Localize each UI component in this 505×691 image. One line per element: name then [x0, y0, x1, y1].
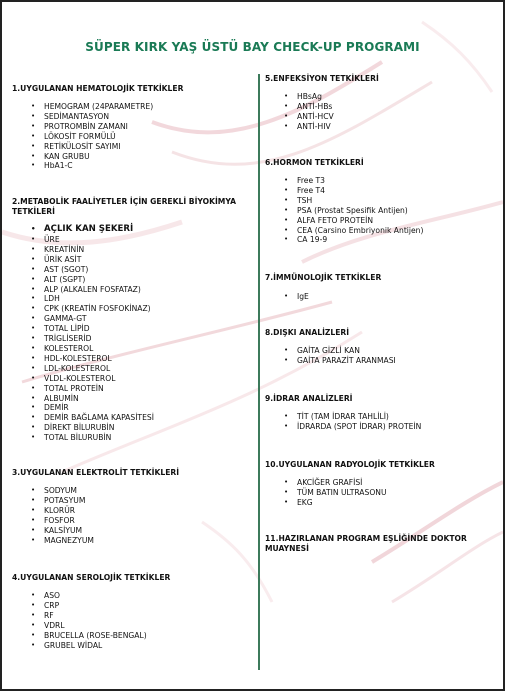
list-item: • GAİTA GİZLİ KAN [284, 346, 495, 356]
list-item: • ALBUMİN [31, 394, 252, 404]
list-item: • KREATİNİN [31, 245, 252, 255]
list-item: • CEA (Carsino Embriyonik Antijen) [284, 226, 495, 236]
list-item: • LÖKOSİT FORMÜLÜ [31, 132, 252, 142]
list-item: • RETİKÜLOSİT SAYIMI [31, 142, 252, 152]
list-item: • SODYUM [31, 486, 252, 496]
test-list [12, 486, 252, 545]
section-biochemistry [12, 197, 252, 443]
list-item: • KAN GRUBU [31, 152, 252, 162]
list-item: • CPK (KREATİN FOSFOKİNAZ) [31, 304, 252, 314]
list-item: • GRUBEL WİDAL [31, 641, 252, 651]
list-item: • GAMMA-GT [31, 314, 252, 324]
list-item: • IgE [284, 292, 495, 302]
list-item: • FOSFOR [31, 516, 252, 526]
test-list [265, 292, 495, 302]
list-item: • GAİTA PARAZİT ARANMASI [284, 356, 495, 366]
list-item: • ALT (SGPT) [31, 275, 252, 285]
section-heading: 5.ENFEKSİYON TETKİKLERİ [265, 74, 379, 83]
list-item: • CRP [31, 601, 252, 611]
section-heading: 11.HAZIRLANAN PROGRAM EŞLİĞİNDE DOKTOR MUAYNESİ [265, 534, 467, 553]
list-item: • KOLESTEROL [31, 344, 252, 354]
list-item: • HbA1-C [31, 161, 252, 171]
list-item: • ANTİ-HIV [284, 122, 495, 132]
list-item: • PROTROMBİN ZAMANI [31, 122, 252, 132]
list-item: • ANTİ-HCV [284, 112, 495, 122]
section-heading: 2.METABOLİK FAALİYETLER İÇİN GEREKLİ BİYOKİMYA TETKİLERİ [12, 197, 237, 216]
test-list [265, 346, 495, 366]
list-item: • ANTİ-HBs [284, 102, 495, 112]
list-item: • Free T3 [284, 176, 495, 186]
list-item: • KALSİYUM [31, 526, 252, 536]
list-item: • AST (SGOT) [31, 265, 252, 275]
section-heading: 9.İDRAR ANALİZLERİ [265, 394, 353, 403]
list-item: • TİT (TAM İDRAR TAHLİLİ) [284, 412, 495, 422]
list-item: • Free T4 [284, 186, 495, 196]
list-item: • HBsAg [284, 92, 495, 102]
list-item: • DEMİR [31, 403, 252, 413]
section-electrolytes [12, 468, 252, 545]
test-list [265, 478, 495, 508]
section-doctor-exam [265, 534, 495, 554]
section-hormone [265, 158, 495, 245]
list-item: • HDL-KOLESTEROL [31, 354, 252, 364]
list-item: • CA 19-9 [284, 235, 495, 245]
list-item: • ALP (ALKALEN FOSFATAZ) [31, 285, 252, 295]
list-item: • AÇLIK KAN ŞEKERİ [31, 224, 252, 235]
list-item: • TÜM BATIN ULTRASONU [284, 488, 495, 498]
list-item: • POTASYUM [31, 496, 252, 506]
test-list [12, 591, 252, 650]
section-heading: 10.UYGULANAN RADYOLOJİK TETKİKLER [265, 460, 435, 469]
column-divider [258, 74, 260, 670]
list-item: • AKCİĞER GRAFİSİ [284, 478, 495, 488]
list-item: • TRİGLİSERİD [31, 334, 252, 344]
list-item: • ÜRE [31, 235, 252, 245]
list-item: • ÜRİK ASİT [31, 255, 252, 265]
section-radiology [265, 460, 495, 508]
section-heading: 7.İMMÜNOLOJİK TETKİKLER [265, 273, 382, 282]
list-item: • RF [31, 611, 252, 621]
list-item: • SEDİMANTASYON [31, 112, 252, 122]
section-heading: 8.DIŞKI ANALİZLERİ [265, 328, 350, 337]
section-heading: 4.UYGULANAN SEROLOJİK TETKİKLER [12, 573, 171, 582]
list-item: • KLORÜR [31, 506, 252, 516]
list-item: • VLDL-KOLESTEROL [31, 374, 252, 384]
list-item: • PSA (Prostat Spesifik Antijen) [284, 206, 495, 216]
section-heading: 6.HORMON TETKİKLERİ [265, 158, 364, 167]
list-item: • BRUCELLA (ROSE-BENGAL) [31, 631, 252, 641]
page-title: SÜPER KIRK YAŞ ÜSTÜ BAY CHECK-UP PROGRAMI [85, 40, 420, 54]
test-list [265, 176, 495, 245]
list-item: • DİREKT BİLURUBİN [31, 423, 252, 433]
list-item: • LDH [31, 294, 252, 304]
section-infection [265, 74, 495, 132]
section-urine [265, 394, 495, 432]
test-list [265, 92, 495, 132]
list-item: • HEMOGRAM (24PARAMETRE) [31, 102, 252, 112]
list-item: • EKG [284, 498, 495, 508]
test-list [12, 102, 252, 171]
test-list [12, 224, 252, 443]
list-item: • TSH [284, 196, 495, 206]
list-item: • ALFA FETO PROTEİN [284, 216, 495, 226]
list-item: • TOTAL LİPİD [31, 324, 252, 334]
section-stool [265, 328, 495, 366]
list-item: • TOTAL BİLURUBİN [31, 433, 252, 443]
list-item: • MAGNEZYUM [31, 536, 252, 546]
list-item: • VDRL [31, 621, 252, 631]
list-item: • DEMİR BAĞLAMA KAPASİTESİ [31, 413, 252, 423]
section-heading: 1.UYGULANAN HEMATOLOJİK TETKİKLER [12, 84, 184, 93]
section-heading: 3.UYGULANAN ELEKTROLİT TETKİKLERİ [12, 468, 180, 477]
list-item: • TOTAL PROTEİN [31, 384, 252, 394]
list-item: • İDRARDA (SPOT İDRAR) PROTEİN [284, 422, 495, 432]
list-item: • LDL-KOLESTEROL [31, 364, 252, 374]
section-serology [12, 573, 252, 650]
section-immunology [265, 273, 495, 302]
section-hematology [12, 84, 252, 171]
test-list [265, 412, 495, 432]
list-item: • ASO [31, 591, 252, 601]
